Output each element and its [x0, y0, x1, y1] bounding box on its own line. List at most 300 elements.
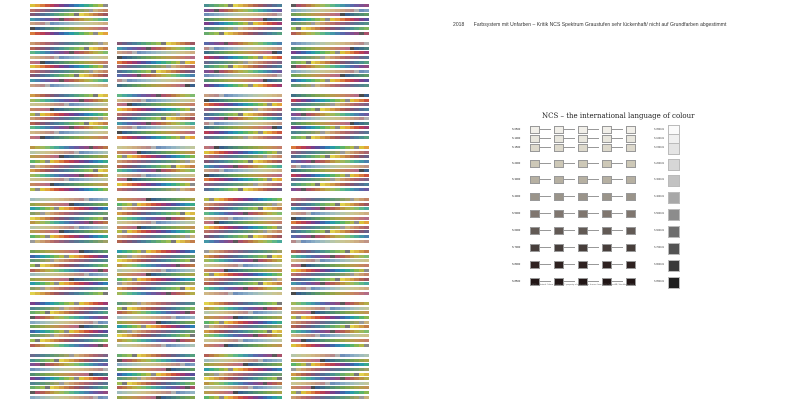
swatch-strip — [117, 339, 195, 342]
swatch-strip — [291, 47, 369, 50]
swatch-cell — [190, 354, 195, 357]
swatch-strip — [204, 382, 282, 385]
swatch-cell — [103, 198, 108, 201]
swatch-strip — [291, 235, 369, 238]
swatch-strip — [117, 160, 195, 163]
swatch-strip — [117, 391, 195, 394]
swatch-cell — [277, 178, 282, 181]
swatch-strip — [204, 32, 282, 35]
swatch-strip — [117, 207, 195, 210]
swatch-cell — [190, 178, 195, 181]
swatch-strip — [30, 203, 108, 206]
swatch-cell — [364, 61, 369, 64]
swatch-cell — [103, 51, 108, 54]
swatch-strip — [117, 122, 195, 125]
swatch-strip — [117, 363, 195, 366]
swatch-cell — [277, 354, 282, 357]
swatch-cell — [277, 240, 282, 243]
swatch-cell — [364, 126, 369, 129]
swatch-cell — [277, 174, 282, 177]
swatch-cell — [190, 136, 195, 139]
swatch-strip — [117, 117, 195, 120]
swatch-cell — [190, 339, 195, 342]
swatch-cell — [190, 250, 195, 253]
swatch-strip — [30, 99, 108, 102]
swatch-strip — [204, 126, 282, 129]
swatch-strip — [204, 131, 282, 134]
swatch-cell — [103, 42, 108, 45]
swatch-cell — [277, 4, 282, 7]
swatch-cell — [277, 264, 282, 267]
swatch-strip — [204, 330, 282, 333]
swatch-strip — [204, 339, 282, 342]
swatch-cell — [277, 316, 282, 319]
swatch-cell — [364, 226, 369, 229]
swatch-strip — [204, 325, 282, 328]
swatch-strip — [204, 165, 282, 168]
swatch-cell — [103, 363, 108, 366]
swatch-cell — [277, 325, 282, 328]
swatch-cell — [190, 373, 195, 376]
swatch-cell — [190, 282, 195, 285]
swatch-strip — [204, 103, 282, 106]
swatch-strip — [30, 292, 108, 295]
swatch-strip — [117, 377, 195, 380]
swatch-strip — [117, 230, 195, 233]
swatch-strip — [291, 188, 369, 191]
swatch-strip — [204, 391, 282, 394]
swatch-strip — [291, 51, 369, 54]
swatch-strip — [291, 84, 369, 87]
swatch-strip — [30, 188, 108, 191]
swatch-strip — [117, 264, 195, 267]
swatch-strip — [204, 22, 282, 25]
swatch-strip — [30, 183, 108, 186]
swatch-strip — [117, 325, 195, 328]
swatch-cell — [364, 311, 369, 314]
swatch-cell — [190, 255, 195, 258]
swatch-strip — [30, 117, 108, 120]
swatch-cell — [277, 122, 282, 125]
swatch-strip — [30, 79, 108, 82]
swatch-cell — [277, 230, 282, 233]
swatch-strip — [30, 259, 108, 262]
swatch-cell — [277, 259, 282, 262]
swatch-cell — [277, 330, 282, 333]
swatch-cell — [277, 51, 282, 54]
swatch-cell — [103, 302, 108, 305]
swatch-cell — [364, 174, 369, 177]
swatch-cell — [277, 382, 282, 385]
swatch-strip — [117, 136, 195, 139]
swatch-strip — [291, 307, 369, 310]
swatch-strip — [291, 212, 369, 215]
swatch-cell — [364, 51, 369, 54]
swatch-cell — [190, 203, 195, 206]
swatch-cell — [277, 169, 282, 172]
swatch-strip — [291, 65, 369, 68]
swatch-cell — [364, 273, 369, 276]
swatch-cell — [190, 344, 195, 347]
swatch-strip — [204, 9, 282, 12]
swatch-strip — [204, 113, 282, 116]
swatch-strip — [291, 94, 369, 97]
swatch-cell — [277, 84, 282, 87]
swatch-strip — [30, 311, 108, 314]
swatch-strip — [30, 160, 108, 163]
swatch-strip — [117, 99, 195, 102]
swatch-strip — [117, 334, 195, 337]
swatch-cell — [277, 334, 282, 337]
swatch-strip — [204, 4, 282, 7]
swatch-cell — [103, 382, 108, 385]
swatch-cell — [103, 203, 108, 206]
swatch-strip — [30, 108, 108, 111]
swatch-strip — [204, 146, 282, 149]
swatch-cell — [364, 56, 369, 59]
swatch-strip — [291, 146, 369, 149]
swatch-strip — [117, 226, 195, 229]
swatch-strip — [30, 217, 108, 220]
swatch-cell — [103, 287, 108, 290]
swatch-strip — [30, 386, 108, 389]
swatch-strip — [204, 235, 282, 238]
swatch-strip — [204, 47, 282, 50]
swatch-cell — [364, 302, 369, 305]
swatch-strip — [291, 269, 369, 272]
swatch-strip — [117, 292, 195, 295]
swatch-strip — [204, 334, 282, 337]
swatch-cell — [277, 344, 282, 347]
swatch-cell — [277, 198, 282, 201]
swatch-strip — [30, 42, 108, 45]
swatch-cell — [364, 84, 369, 87]
swatch-cell — [364, 47, 369, 50]
swatch-strip — [204, 368, 282, 371]
swatch-strip — [30, 27, 108, 30]
swatch-strip — [204, 155, 282, 158]
swatch-strip — [117, 255, 195, 258]
swatch-cell — [103, 122, 108, 125]
swatch-cell — [364, 113, 369, 116]
swatch-cell — [277, 188, 282, 191]
swatch-cell — [277, 302, 282, 305]
swatch-strip — [291, 131, 369, 134]
swatch-strip — [117, 302, 195, 305]
swatch-cell — [190, 396, 195, 399]
swatch-strip — [30, 84, 108, 87]
swatch-cell — [103, 330, 108, 333]
swatch-strip — [204, 321, 282, 324]
swatch-strip — [204, 386, 282, 389]
swatch-cell — [277, 136, 282, 139]
swatch-cell — [103, 174, 108, 177]
swatch-strip — [291, 108, 369, 111]
swatch-cell — [364, 212, 369, 215]
swatch-strip — [204, 344, 282, 347]
swatch-cell — [277, 113, 282, 116]
swatch-cell — [364, 321, 369, 324]
swatch-cell — [103, 354, 108, 357]
swatch-strip — [291, 316, 369, 319]
swatch-strip — [204, 250, 282, 253]
swatch-strip — [30, 122, 108, 125]
swatch-strip — [117, 169, 195, 172]
swatch-strip — [30, 359, 108, 362]
swatch-cell — [190, 56, 195, 59]
swatch-cell — [190, 359, 195, 362]
swatch-strip — [117, 56, 195, 59]
swatch-cell — [190, 292, 195, 295]
swatch-strip — [291, 136, 369, 139]
swatch-cell — [103, 292, 108, 295]
swatch-strip — [117, 151, 195, 154]
swatch-cell — [364, 27, 369, 30]
swatch-strip — [291, 255, 369, 258]
swatch-strip — [30, 344, 108, 347]
swatch-strip — [30, 334, 108, 337]
swatch-strip — [291, 278, 369, 281]
swatch-strip — [204, 42, 282, 45]
swatch-cell — [277, 373, 282, 376]
swatch-cell — [190, 42, 195, 45]
swatch-cell — [103, 282, 108, 285]
swatch-cell — [190, 278, 195, 281]
swatch-cell — [364, 188, 369, 191]
swatch-cell — [277, 363, 282, 366]
swatch-cell — [364, 42, 369, 45]
swatch-strip — [30, 269, 108, 272]
swatch-cell — [103, 316, 108, 319]
swatch-cell — [103, 126, 108, 129]
swatch-cell — [103, 9, 108, 12]
swatch-cell — [364, 344, 369, 347]
swatch-strip — [291, 311, 369, 314]
swatch-strip — [117, 386, 195, 389]
swatch-cell — [103, 273, 108, 276]
swatch-cell — [277, 151, 282, 154]
swatch-cell — [277, 207, 282, 210]
swatch-cell — [364, 70, 369, 73]
swatch-strip — [117, 235, 195, 238]
swatch-strip — [204, 259, 282, 262]
swatch-cell — [103, 146, 108, 149]
swatch-strip — [291, 344, 369, 347]
swatch-cell — [103, 18, 108, 21]
swatch-strip — [30, 321, 108, 324]
swatch-cell — [190, 122, 195, 125]
swatch-strip — [291, 339, 369, 342]
swatch-strip — [117, 65, 195, 68]
swatch-cell — [103, 311, 108, 314]
swatch-strip — [117, 359, 195, 362]
swatch-cell — [364, 307, 369, 310]
swatch-strip — [204, 117, 282, 120]
swatch-strip — [30, 13, 108, 16]
swatch-strip — [117, 146, 195, 149]
swatch-strip — [30, 354, 108, 357]
swatch-strip — [204, 178, 282, 181]
swatch-cell — [364, 9, 369, 12]
swatch-cell — [364, 235, 369, 238]
swatch-strip — [291, 287, 369, 290]
swatch-cell — [364, 4, 369, 7]
swatch-strip — [204, 79, 282, 82]
swatch-strip — [291, 325, 369, 328]
swatch-cell — [103, 74, 108, 77]
swatch-strip — [30, 51, 108, 54]
swatch-cell — [277, 287, 282, 290]
swatch-strip — [117, 354, 195, 357]
swatch-cell — [103, 65, 108, 68]
swatch-cell — [364, 65, 369, 68]
swatch-cell — [364, 354, 369, 357]
swatch-cell — [103, 240, 108, 243]
swatch-strip — [291, 273, 369, 276]
swatch-strip — [291, 13, 369, 16]
swatch-strip — [30, 22, 108, 25]
swatch-cell — [103, 79, 108, 82]
swatch-cell — [103, 307, 108, 310]
swatch-strip — [117, 183, 195, 186]
swatch-cell — [277, 368, 282, 371]
swatch-strip — [204, 108, 282, 111]
swatch-cell — [364, 155, 369, 158]
swatch-cell — [103, 221, 108, 224]
swatch-cell — [103, 169, 108, 172]
swatch-cell — [190, 368, 195, 371]
swatch-cell — [103, 27, 108, 30]
swatch-cell — [103, 47, 108, 50]
swatch-strip — [291, 155, 369, 158]
swatch-strip — [30, 9, 108, 12]
swatch-strip — [30, 131, 108, 134]
swatch-strip — [291, 359, 369, 362]
swatch-strip — [117, 316, 195, 319]
swatch-strip — [30, 56, 108, 59]
swatch-cell — [277, 108, 282, 111]
swatch-cell — [190, 183, 195, 186]
swatch-strip — [291, 321, 369, 324]
swatch-cell — [190, 240, 195, 243]
swatch-strip — [291, 18, 369, 21]
swatch-cell — [190, 325, 195, 328]
swatch-strip — [117, 47, 195, 50]
swatch-strip — [30, 207, 108, 210]
swatch-cell — [103, 321, 108, 324]
swatch-strip — [117, 273, 195, 276]
swatch-strip — [117, 278, 195, 281]
swatch-cell — [103, 165, 108, 168]
swatch-cell — [190, 151, 195, 154]
swatch-cell — [364, 292, 369, 295]
swatch-strip — [30, 174, 108, 177]
swatch-cell — [190, 155, 195, 158]
swatch-strip — [204, 302, 282, 305]
swatch-cell — [364, 259, 369, 262]
swatch-strip — [204, 51, 282, 54]
swatch-cell — [190, 174, 195, 177]
swatch-strip — [30, 70, 108, 73]
swatch-strip — [204, 84, 282, 87]
swatch-cell — [190, 146, 195, 149]
swatch-strip — [30, 230, 108, 233]
swatch-cell — [277, 65, 282, 68]
swatch-cell — [103, 264, 108, 267]
swatch-strip — [204, 203, 282, 206]
swatch-strip — [204, 99, 282, 102]
swatch-cell — [364, 103, 369, 106]
swatch-strip — [117, 382, 195, 385]
swatch-strip — [204, 282, 282, 285]
swatch-cell — [277, 391, 282, 394]
swatch-strip — [204, 359, 282, 362]
swatch-strip — [291, 79, 369, 82]
swatch-strip — [204, 311, 282, 314]
swatch-strip — [117, 188, 195, 191]
swatch-cell — [103, 188, 108, 191]
swatch-cell — [103, 32, 108, 35]
swatch-strip — [291, 32, 369, 35]
swatch-strip — [291, 61, 369, 64]
swatch-strip — [117, 198, 195, 201]
swatch-strip — [204, 13, 282, 16]
swatch-cell — [277, 235, 282, 238]
swatch-strip — [204, 151, 282, 154]
swatch-cell — [277, 155, 282, 158]
swatch-cell — [277, 94, 282, 97]
swatch-strip — [204, 94, 282, 97]
swatch-cell — [190, 334, 195, 337]
swatch-strip — [204, 354, 282, 357]
swatch-cell — [364, 183, 369, 186]
swatch-cell — [277, 221, 282, 224]
swatch-cell — [364, 99, 369, 102]
swatch-cell — [277, 42, 282, 45]
swatch-strip — [291, 203, 369, 206]
swatch-cell — [190, 321, 195, 324]
swatch-strip — [204, 278, 282, 281]
swatch-cell — [364, 22, 369, 25]
swatch-cell — [103, 235, 108, 238]
swatch-cell — [364, 13, 369, 16]
swatch-cell — [364, 221, 369, 224]
swatch-cell — [364, 330, 369, 333]
swatch-strip — [291, 250, 369, 253]
swatch-strip — [291, 103, 369, 106]
swatch-strip — [30, 113, 108, 116]
swatch-strip — [291, 174, 369, 177]
swatch-strip — [291, 126, 369, 129]
swatch-cell — [277, 131, 282, 134]
swatch-cell — [103, 269, 108, 272]
swatch-cell — [103, 117, 108, 120]
swatch-strip — [117, 287, 195, 290]
swatch-cell — [190, 259, 195, 262]
swatch-cell — [364, 230, 369, 233]
swatch-strip — [291, 56, 369, 59]
swatch-cell — [364, 178, 369, 181]
swatch-strip — [117, 131, 195, 134]
swatch-strip — [30, 4, 108, 7]
swatch-strip — [117, 259, 195, 262]
swatch-strip — [204, 307, 282, 310]
swatch-strip — [30, 240, 108, 243]
swatch-strip — [117, 51, 195, 54]
swatch-strip — [291, 113, 369, 116]
swatch-cell — [277, 126, 282, 129]
swatch-cell — [103, 368, 108, 371]
